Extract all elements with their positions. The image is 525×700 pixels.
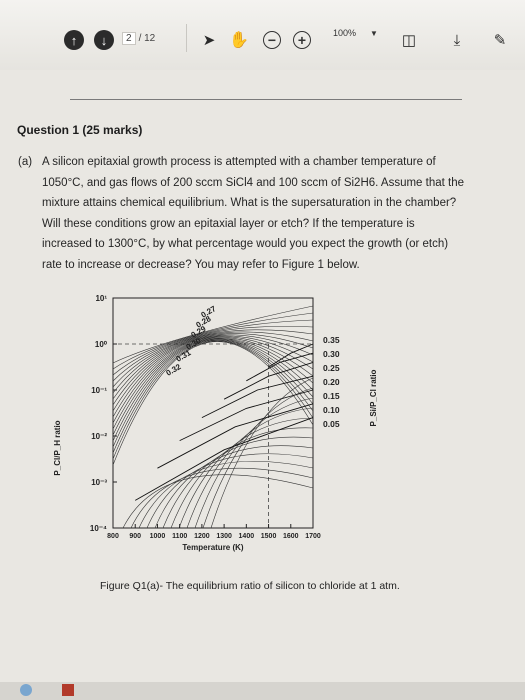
curve-label: 0.28 xyxy=(194,314,213,330)
pdf-app-icon[interactable] xyxy=(62,684,74,696)
contour-curve xyxy=(123,475,313,528)
contour-curve xyxy=(113,306,313,363)
page-divider xyxy=(70,99,462,100)
contour-curve xyxy=(113,337,313,423)
right-curve-label: 0.15 xyxy=(323,391,340,401)
question-line: 1050°C, and gas flows of 200 sccm SiCl4 and 100 sccm of Si2H6. Assume that the xyxy=(42,176,465,189)
x-tick-label: 1500 xyxy=(260,533,277,540)
cursor-icon: ➤ xyxy=(202,32,216,49)
zoom-value: 100% xyxy=(333,28,357,38)
taskbar xyxy=(0,682,525,700)
question-line: rate to increase or decrease? You may refer to Figure 1 below. xyxy=(42,258,360,271)
right-curve-label: 0.05 xyxy=(323,419,340,429)
page-number-input[interactable]: 2 xyxy=(122,32,136,45)
y-axis-label: P_Cl/P_H ratio xyxy=(53,420,62,476)
contour-curve xyxy=(113,337,313,417)
dropdown-icon: ▼ xyxy=(370,28,378,38)
contour-curve xyxy=(113,336,313,411)
x-tick-label: 1300 xyxy=(216,533,232,540)
x-tick-label: 900 xyxy=(129,533,142,540)
series-line xyxy=(246,353,313,381)
sign-button[interactable] xyxy=(445,28,469,52)
previous-page-button[interactable] xyxy=(62,28,86,52)
y-tick-label: 10¹ xyxy=(95,294,107,303)
arrow-up-icon: ↑ xyxy=(64,30,84,50)
fit-page-button[interactable] xyxy=(397,28,421,52)
curve-label: 0.29 xyxy=(189,324,208,340)
question-body xyxy=(18,152,505,276)
hand-tool-button[interactable] xyxy=(227,28,251,52)
y-tick-label: 10⁻³ xyxy=(91,478,107,487)
x-axis-label: Temperature (K) xyxy=(182,543,244,552)
y2-axis-label: P_Si/P_Cl ratio xyxy=(369,369,378,427)
fit-page-icon: ◫ xyxy=(401,32,417,49)
y-tick-label: 10⁻¹ xyxy=(91,386,107,395)
page-indicator xyxy=(122,28,174,48)
equilibrium-chart xyxy=(38,288,408,570)
sign-icon: ⤓ xyxy=(453,31,461,49)
contour-curve xyxy=(113,341,313,453)
contour-curve xyxy=(113,341,313,459)
curve-label: 0.27 xyxy=(199,304,218,320)
select-tool-button[interactable] xyxy=(197,28,221,52)
right-curve-label: 0.10 xyxy=(323,405,340,415)
x-tick-label: 1200 xyxy=(194,533,210,540)
toolbar-separator xyxy=(186,24,187,52)
question-line: A silicon epitaxial growth process is attempted with a chamber temperature of xyxy=(42,156,436,168)
x-tick-label: 1100 xyxy=(172,533,188,540)
zoom-in-button[interactable] xyxy=(290,28,314,52)
start-icon[interactable] xyxy=(20,684,32,696)
curve-label: 0.32 xyxy=(164,362,183,378)
x-tick-label: 1400 xyxy=(238,533,255,540)
next-page-button[interactable] xyxy=(92,28,116,52)
x-tick-label: 1600 xyxy=(282,533,299,540)
arrow-down-icon: ↓ xyxy=(94,30,114,50)
figure-caption: Figure Q1(a)- The equilibrium ratio of silicon to chloride at 1 atm. xyxy=(100,580,400,592)
x-tick-label: 800 xyxy=(107,533,119,540)
y-tick-label: 10⁰ xyxy=(94,340,107,349)
contour-curve xyxy=(155,446,313,528)
curve-label: 0.30 xyxy=(184,336,203,352)
zoom-in-icon: + xyxy=(293,31,311,49)
zoom-out-button[interactable] xyxy=(260,28,284,52)
contour-curve xyxy=(113,339,313,441)
contour-curve xyxy=(139,461,313,528)
right-curve-label: 0.35 xyxy=(323,335,340,345)
question-line: Will these conditions grow an epitaxial layer or etch? If the temperature is xyxy=(42,217,415,230)
question-line: mixture attains chemical equilibrium. What is the supersaturation in the chamber? xyxy=(42,197,457,210)
part-label: (a) xyxy=(18,156,33,168)
comment-button[interactable] xyxy=(488,28,512,52)
y-tick-label: 10⁻⁴ xyxy=(89,524,107,533)
right-curve-label: 0.20 xyxy=(323,377,340,387)
question-title: Question 1 (25 marks) xyxy=(17,123,143,137)
page-total: / 12 xyxy=(138,32,156,44)
contour-curve xyxy=(211,378,313,528)
comment-icon: ✎ xyxy=(493,32,507,49)
x-tick-label: 1000 xyxy=(149,533,166,540)
x-tick-label: 1700 xyxy=(305,533,321,540)
right-curve-label: 0.30 xyxy=(323,349,340,359)
series-line xyxy=(180,390,313,441)
zoom-out-icon: − xyxy=(263,31,281,49)
zoom-select[interactable] xyxy=(333,28,378,38)
question-line: increased to 1300°C, by what percentage would you expect the growth (or etch) xyxy=(42,238,449,251)
curve-label: 0.31 xyxy=(174,348,193,364)
hand-icon: ✋ xyxy=(229,32,249,49)
right-curve-label: 0.25 xyxy=(323,363,340,373)
y-tick-label: 10⁻² xyxy=(91,432,107,441)
contour-curve xyxy=(113,320,313,375)
